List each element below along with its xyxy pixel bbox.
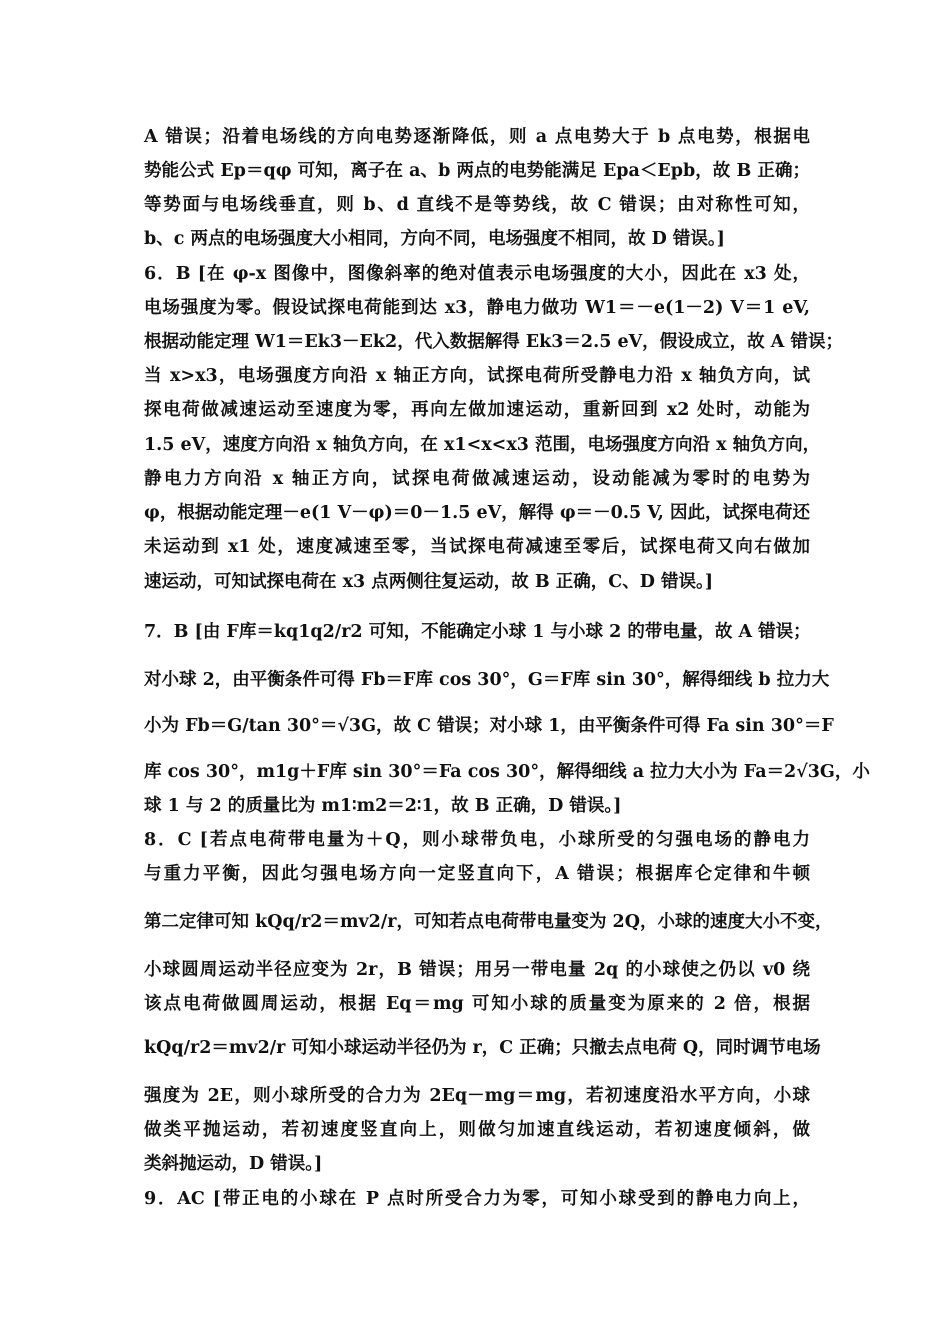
text-line-3: 等势面与电场线垂直，则 b、d 直线不是等势线，故 C 错误；由对称性可知，	[144, 195, 810, 215]
text-line-1: A 错误；沿着电场线的方向电势逐渐降低，则 a 点电势大于 b 点电势，根据电	[144, 127, 810, 147]
text-line-6: 电场强度为零。假设试探电荷能到达 x3，静电力做功 W1＝－e(1－2) V＝1 eV,	[144, 298, 810, 318]
text-line-23: 小球圆周运动半径应变为 2r，B 错误；用另一带电量 2q 的小球使之仍以 v0 绕	[144, 960, 810, 980]
text-line-10: 1.5 eV，速度方向沿 x 轴负方向，在 x1<x<x3 范围，电场强度方向沿 x 轴负方向，	[144, 435, 821, 455]
text-line-15: 7．B [由 F库＝kq1q2/r2 可知，不能确定小球 1 与小球 2 的带电量，故 A 错误；	[144, 622, 811, 642]
text-line-5: 6．B [在 φ-x 图像中，图像斜率的绝对值表示电场强度的大小，因此在 x3 处，	[144, 264, 810, 284]
text-line-18: 库 cos 30°，m1g＋F库 sin 30°＝Fa cos 30°，解得细线 a 拉力大小为 Fa＝2√3G，小	[144, 762, 870, 782]
text-line-21: 与重力平衡，因此匀强电场方向一定竖直向下，A 错误；根据库仑定律和牛顿	[144, 864, 810, 884]
text-line-20: 8．C [若点电荷带电量为＋Q，则小球带负电，小球所受的匀强电场的静电力	[144, 830, 810, 850]
text-line-22: 第二定律可知 kQq/r2＝mv2/r，可知若点电荷带电量变为 2Q，小球的速度大小不变，	[144, 912, 833, 932]
text-line-26: 强度为 2E，则小球所受的合力为 2Eq－mg＝mg，若初速度沿水平方向，小球	[144, 1086, 810, 1106]
text-line-24: 该点电荷做圆周运动，根据 Eq＝mg 可知小球的质量变为原来的 2 倍，根据	[144, 994, 810, 1014]
text-line-12: φ，根据动能定理－e(1 V－φ)＝0－1.5 eV，解得 φ＝－0.5 V, 因此，试探电荷还	[144, 503, 810, 523]
text-line-19: 球 1 与 2 的质量比为 m1∶m2＝2∶1，故 B 正确，D 错误。]	[144, 796, 622, 816]
text-line-2: 势能公式 Ep＝qφ 可知，离子在 a、b 两点的电势能满足 Epa＜Epb，故 B 正确；	[144, 161, 810, 181]
text-line-8: 当 x>x3，电场强度方向沿 x 轴正方向，试探电荷所受静电力沿 x 轴负方向，试	[144, 366, 810, 386]
text-line-25: kQq/r2＝mv2/r 可知小球运动半径仍为 r，C 正确；只撤去点电荷 Q，同时调节电场	[144, 1038, 821, 1058]
text-line-9: 探电荷做减速运动至速度为零，再向左做加速运动，重新回到 x2 处时，动能为	[144, 400, 810, 420]
text-line-28: 类斜抛运动，D 错误。]	[144, 1154, 323, 1174]
text-line-27: 做类平抛运动，若初速度竖直向上，则做匀加速直线运动，若初速度倾斜，做	[144, 1120, 810, 1140]
text-line-7: 根据动能定理 W1＝Ek3－Ek2，代入数据解得 Ek3＝2.5 eV，假设成立，故 A 错误；	[144, 332, 843, 352]
text-line-16: 对小球 2，由平衡条件可得 Fb＝F库 cos 30°，G＝F库 sin 30°，解得细线 b 拉力大	[144, 670, 830, 690]
text-line-14: 速运动，可知试探电荷在 x3 点两侧往复运动，故 B 正确，C、D 错误。]	[144, 572, 713, 592]
text-line-17: 小为 Fb＝G/tan 30°＝√3G，故 C 错误；对小球 1，由平衡条件可得 Fa sin 30°＝F	[144, 716, 834, 736]
text-line-29: 9．AC [带正电的小球在 P 点时所受合力为零，可知小球受到的静电力向上，	[144, 1189, 810, 1209]
text-line-11: 静电力方向沿 x 轴正方向，试探电荷做减速运动，设动能减为零时的电势为	[144, 469, 810, 489]
text-line-4: b、c 两点的电场强度大小相同，方向不同，电场强度不相同，故 D 错误。]	[144, 229, 725, 249]
text-line-13: 未运动到 x1 处，速度减速至零，当试探电荷减速至零后，试探电荷又向右做加	[144, 537, 810, 557]
